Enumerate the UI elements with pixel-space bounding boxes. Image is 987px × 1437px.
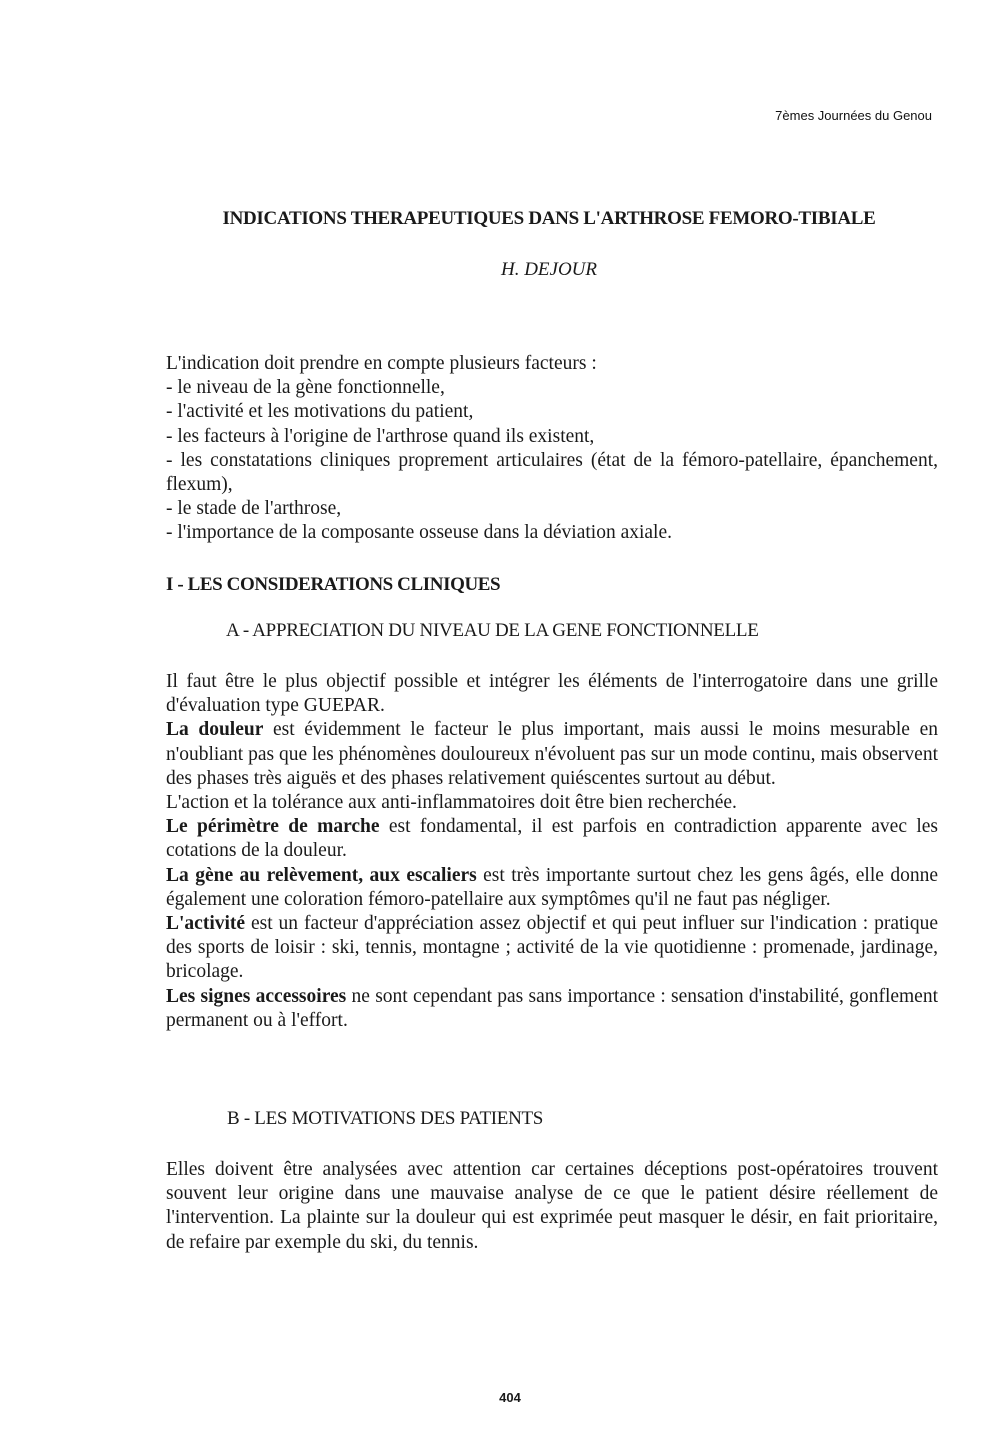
keyword: L'activité [166, 913, 246, 935]
article-title: INDICATIONS THERAPEUTIQUES DANS L'ARTHROSE FEMORO-TIBIALE [222, 208, 876, 229]
paragraph: L'activité est un facteur d'appréciation assez objectif et qui peut influer sur l'indication : pratique des sports de loisir : ski, tennis, montagne ; activité de la vie quotidienne : promenade, jardinage, bricolage. [166, 913, 938, 983]
intro-list [166, 352, 938, 546]
subsection-a-body [166, 670, 938, 1033]
keyword: Le périmètre de marche [166, 816, 380, 838]
intro-item: - les facteurs à l'origine de l'arthrose quand ils existent, [166, 425, 595, 447]
paragraph: L'action et la tolérance aux anti-inflammatoires doit être bien recherchée. [166, 792, 737, 814]
keyword: La gène au relèvement, aux escaliers [166, 864, 477, 886]
page-number: 404 [499, 1390, 521, 1405]
running-header: 7èmes Journées du Genou [775, 108, 932, 123]
section-heading: I - LES CONSIDERATIONS CLINIQUES [166, 574, 501, 595]
paragraph: Le périmètre de marche est fondamental, il est parfois en contradiction apparente avec les cotations de la douleur. [166, 816, 938, 862]
intro-item: - l'activité et les motivations du patient, [166, 401, 474, 423]
intro-item: - le stade de l'arthrose, [166, 498, 342, 520]
keyword: La douleur [166, 719, 264, 741]
paragraph: Les signes accessoires ne sont cependant pas sans importance : sensation d'instabilité, gonflement permanent ou à l'effort. [166, 985, 939, 1031]
paragraph: Il faut être le plus objectif possible et intégrer les éléments de l'interrogatoire dans une grille d'évaluation type GUEPAR. [166, 671, 938, 717]
paragraph: La douleur est évidemment le facteur le plus important, mais aussi le moins mesurable en n'oubliant pas que les phénomènes douloureux n'évoluent pas sur un mode continu, mais observent des phases très aiguës et des phases relativement quiéscentes surtout au début. [166, 719, 938, 789]
subsection-b-body [166, 1158, 938, 1255]
intro-item: - le niveau de la gène fonctionnelle, [166, 377, 445, 399]
keyword: Les signes accessoires [166, 985, 347, 1007]
paragraph: Elles doivent être analysées avec attention car certaines déceptions post-opératoires trouvent souvent leur origine dans une mauvaise analyse de ce que le patient désire réellement de l'intervention. La plainte sur la douleur qui est exprimée peut masquer le désir, en fait prioritaire, de refaire par exemple du ski, du tennis. [166, 1159, 938, 1253]
intro-item: - l'importance de la composante osseuse dans la déviation axiale. [166, 522, 673, 544]
paragraph: La gène au relèvement, aux escaliers est très importante surtout chez les gens âgés, elle donne également une coloration fémoro-patellaire aux symptômes qu'il ne faut pas négliger. [166, 864, 938, 910]
author: H. DEJOUR [500, 259, 598, 280]
subsection-heading-b: B - LES MOTIVATIONS DES PATIENTS [227, 1108, 544, 1129]
intro-item: - les constatations cliniques proprement articulaires (état de la fémoro-patellaire, épanchement, flexum), [166, 449, 938, 496]
intro-lead: L'indication doit prendre en compte plusieurs facteurs : [166, 353, 597, 374]
subsection-heading-a: A - APPRECIATION DU NIVEAU DE LA GENE FONCTIONNELLE [226, 620, 759, 641]
